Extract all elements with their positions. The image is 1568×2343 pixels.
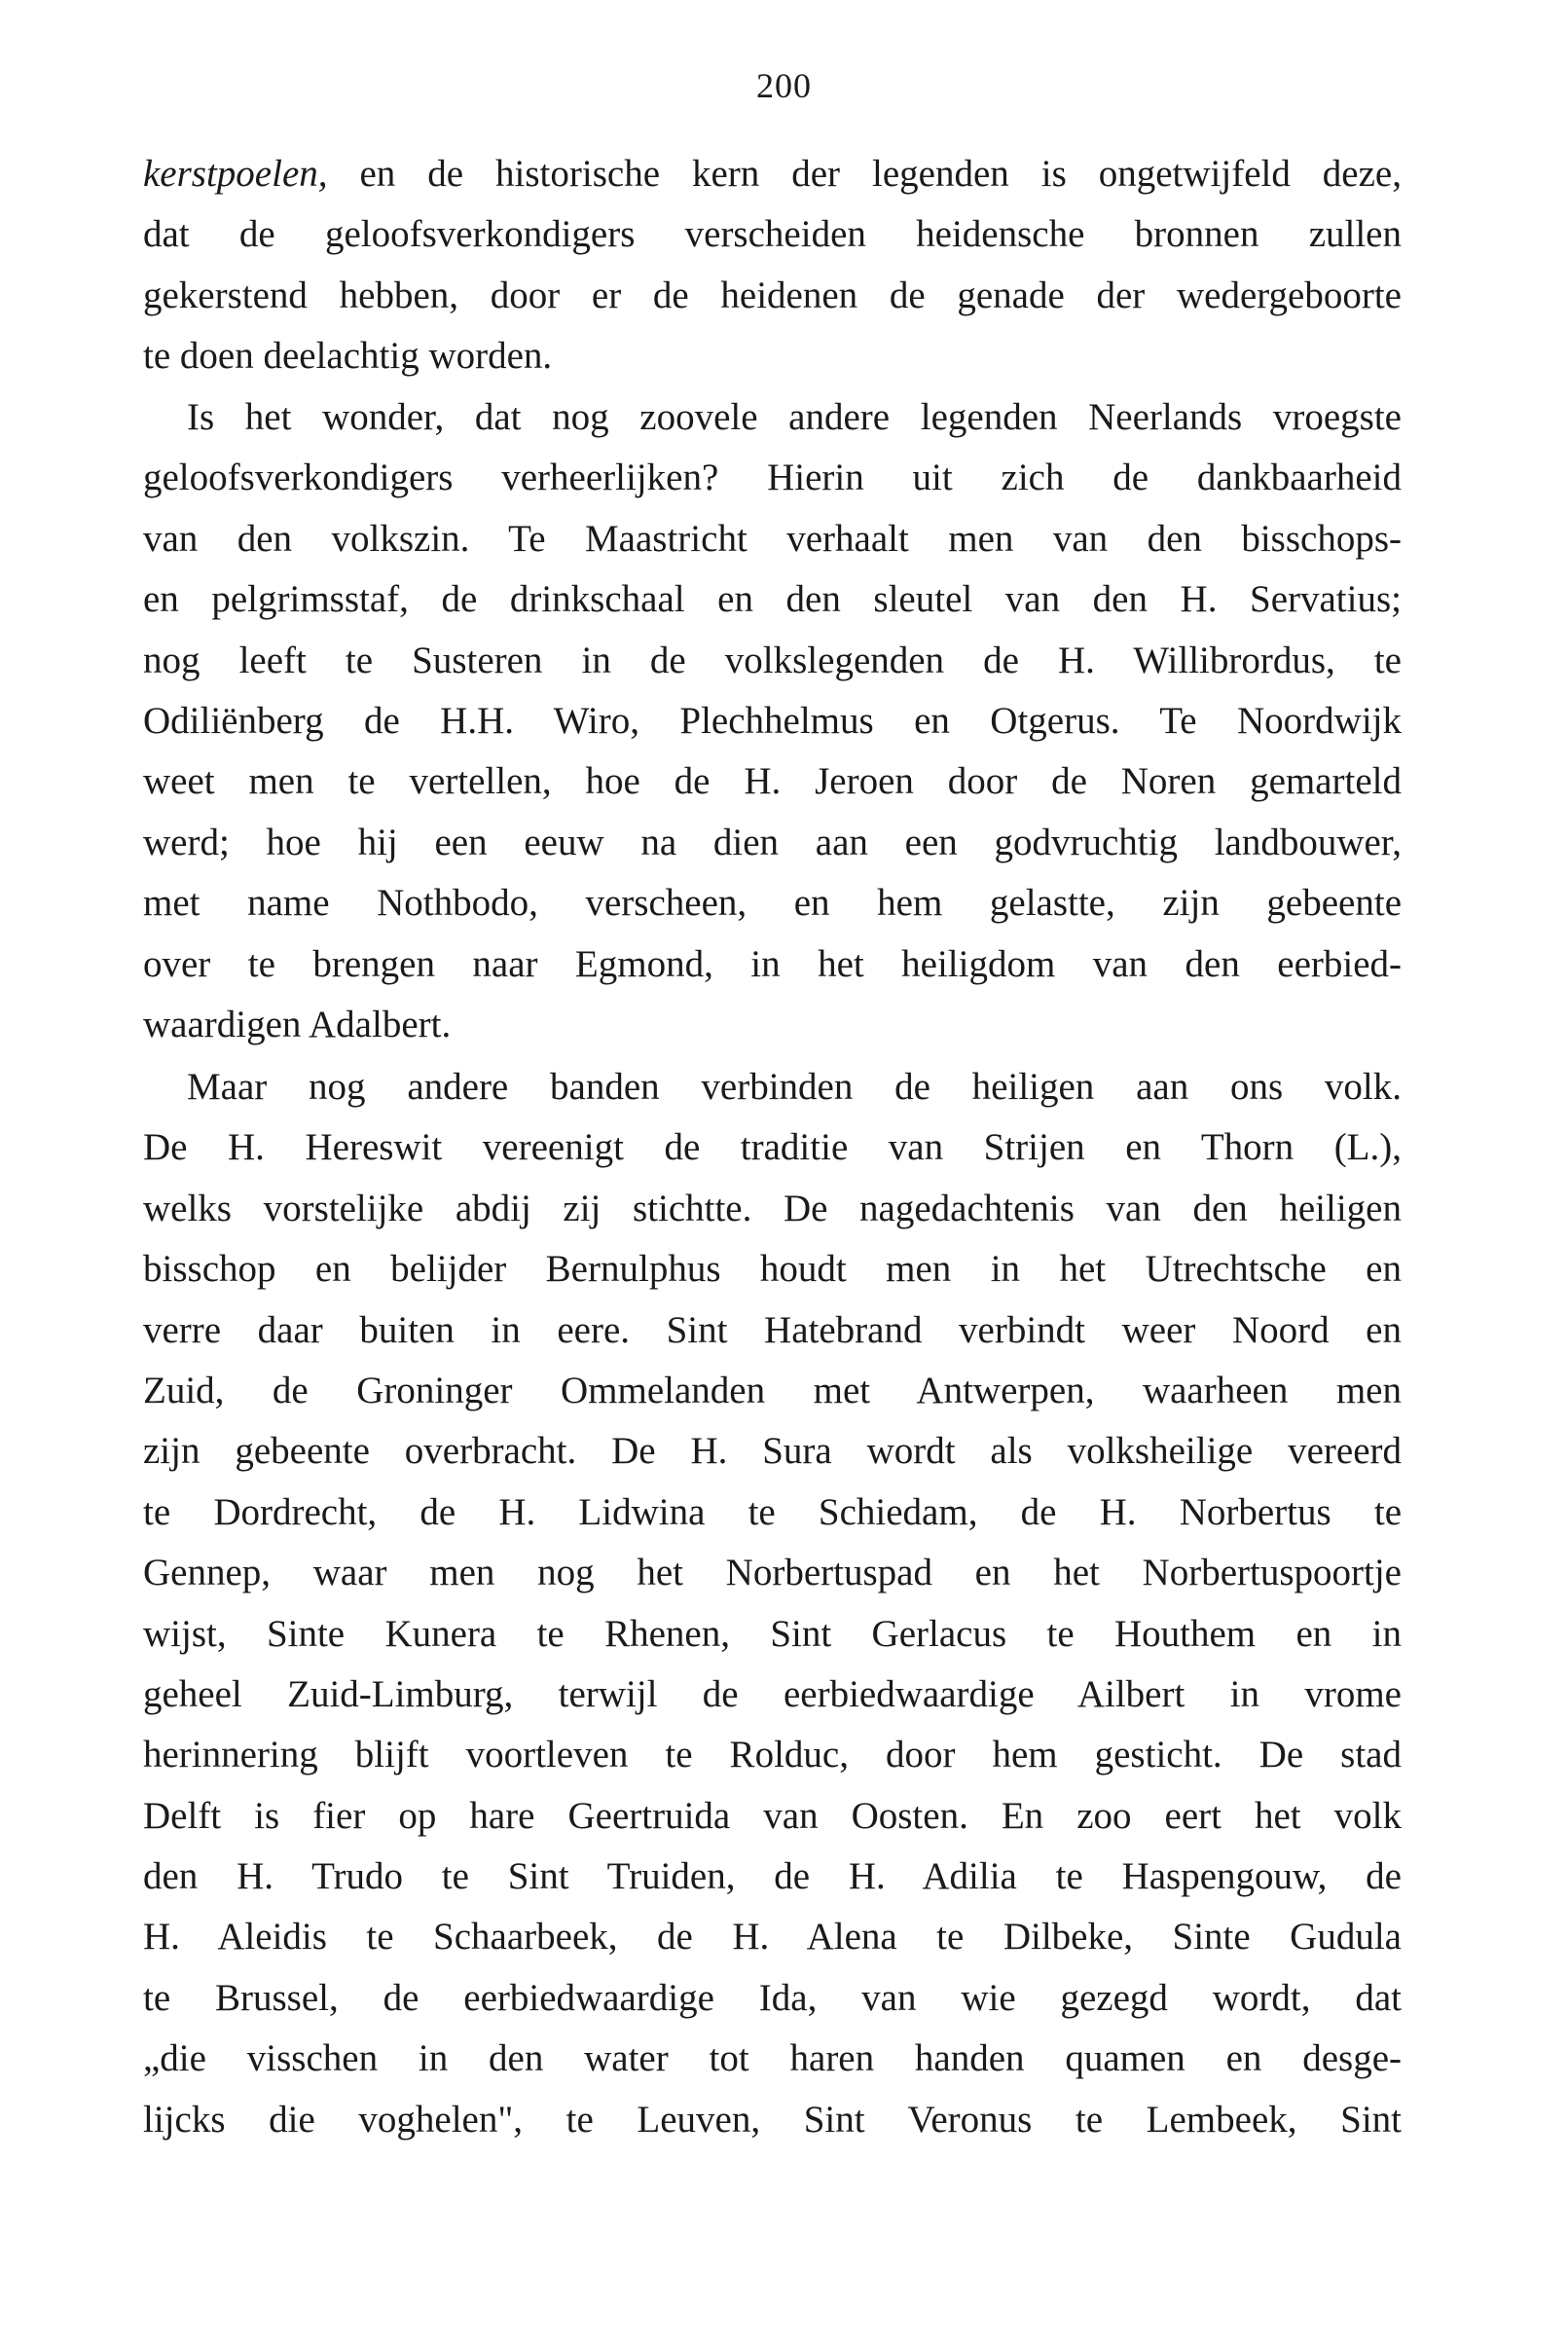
text-line: De H. Hereswit vereenigt de traditie van Strijen en Thorn (L.),: [143, 1126, 1402, 1169]
text-line: te doen deelachtig worden.: [143, 335, 553, 378]
text-line: geheel Zuid-Limburg, terwijl de eerbiedwaardige Ailbert in vrome: [143, 1672, 1402, 1715]
text-line: „die visschen in den water tot haren handen quamen en desge-: [143, 2037, 1402, 2080]
text-line: lijcks die voghelen", te Leuven, Sint Veronus te Lembeek, Sint: [143, 2098, 1402, 2141]
paragraph-2: [143, 387, 1402, 1055]
text-line: weet men te vertellen, hoe de H. Jeroen door de Noren gemarteld: [143, 760, 1402, 803]
text-line: verre daar buiten in eere. Sint Hatebrand verbindt weer Noord en: [143, 1308, 1402, 1351]
text-line: kerstpoelen, en de historische kern der legenden is ongetwijfeld deze,: [143, 153, 1402, 195]
text-line: Maar nog andere banden verbinden de heiligen aan ons volk.: [187, 1066, 1402, 1108]
text-line: en pelgrimsstaf, de drinkschaal en den sleutel van den H. Servatius;: [143, 578, 1402, 621]
paragraph-3: [143, 1057, 1402, 2150]
text-line: van den volkszin. Te Maastricht verhaalt men van den bisschops-: [143, 517, 1402, 560]
text-line: den H. Trudo te Sint Truiden, de H. Adilia te Haspengouw, de: [143, 1855, 1402, 1898]
text-line: waardigen Adalbert.: [143, 1003, 452, 1045]
page-number: 200: [756, 66, 812, 105]
text-line: H. Aleidis te Schaarbeek, de H. Alena te Dilbeke, Sinte Gudula: [143, 1916, 1402, 1959]
text-line: nog leeft te Susteren in de volkslegenden de H. Willibrordus, te: [143, 639, 1402, 681]
text-line: Gennep, waar men nog het Norbertuspad en het Norbertuspoortje: [143, 1552, 1402, 1594]
text-line: welks vorstelijke abdij zij stichtte. De nagedachtenis van den heiligen: [143, 1187, 1402, 1229]
text-line: Odiliënberg de H.H. Wiro, Plechhelmus en Otgerus. Te Noordwijk: [143, 699, 1402, 742]
text-line: werd; hoe hij een eeuw na dien aan een godvruchtig landbouwer,: [143, 821, 1402, 863]
text-line: Delft is fier op hare Geertruida van Oosten. En zoo eert het volk: [143, 1794, 1402, 1837]
text-line: geloofsverkondigers verheerlijken? Hierin uit zich de dankbaarheid: [143, 457, 1402, 499]
text-line: Zuid, de Groninger Ommelanden met Antwerpen, waarheen men: [143, 1369, 1402, 1411]
text-line: dat de geloofsverkondigers verscheiden heidensche bronnen zullen: [143, 213, 1402, 256]
text-line: gekerstend hebben, door er de heidenen de genade der wedergeboorte: [143, 274, 1402, 316]
text-line: herinnering blijft voortleven te Rolduc, door hem gesticht. De stad: [143, 1734, 1402, 1776]
text-line: zijn gebeente overbracht. De H. Sura wordt als volksheilige vereerd: [143, 1430, 1402, 1473]
text-line: te Dordrecht, de H. Lidwina te Schiedam, de H. Norbertus te: [143, 1490, 1402, 1533]
paragraph-1: [143, 144, 1402, 387]
italic-word: kerstpoelen,: [143, 153, 328, 195]
text-line: wijst, Sinte Kunera te Rhenen, Sint Gerlacus te Houthem en in: [143, 1612, 1402, 1655]
text-line: over te brengen naar Egmond, in het heiligdom van den eerbied-: [143, 942, 1402, 985]
text-line: Is het wonder, dat nog zoovele andere legenden Neerlands vroegste: [187, 396, 1402, 438]
text-line: te Brussel, de eerbiedwaardige Ida, van wie gezegd wordt, dat: [143, 1976, 1402, 2019]
text-line: bisschop en belijder Bernulphus houdt men in het Utrechtsche en: [143, 1248, 1402, 1291]
text-line: met name Nothbodo, verscheen, en hem gelastte, zijn gebeente: [143, 882, 1402, 925]
